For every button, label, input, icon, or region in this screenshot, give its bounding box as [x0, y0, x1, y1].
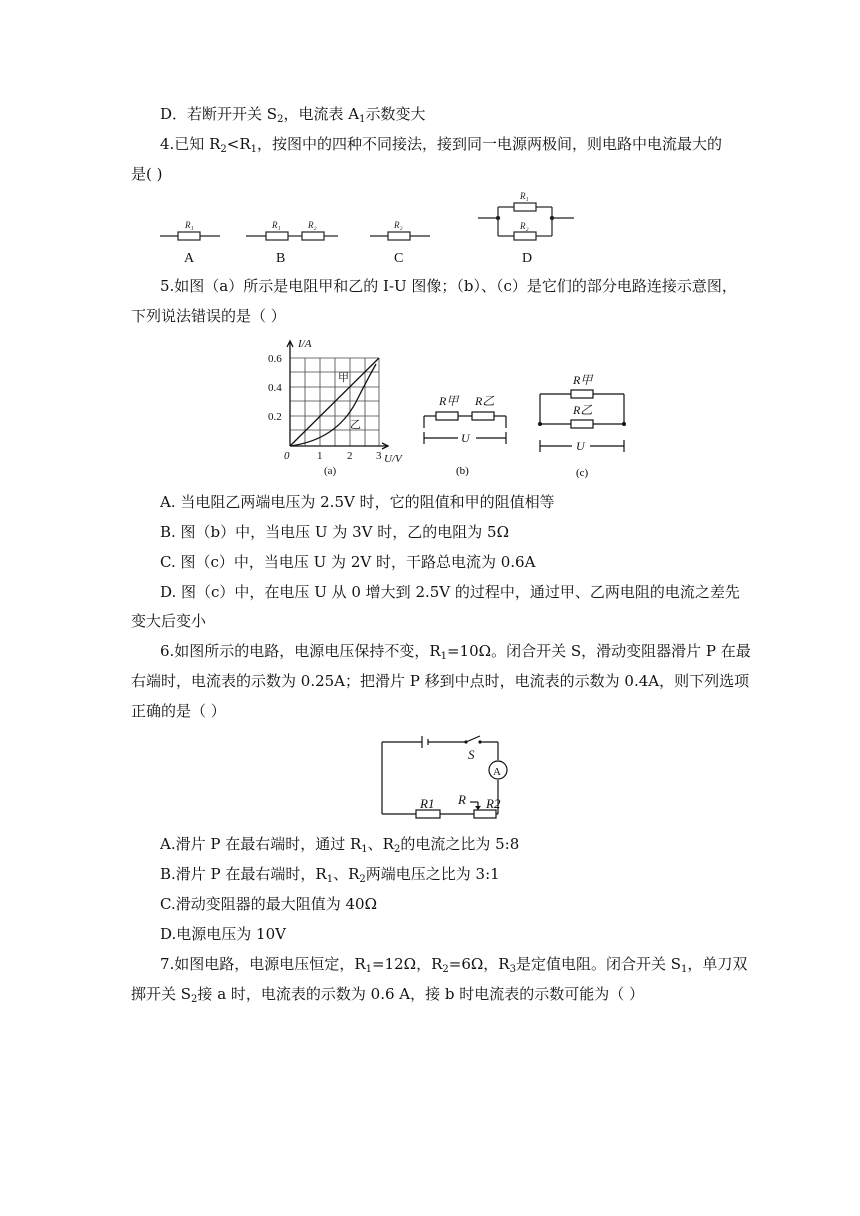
q5-figure [266, 334, 636, 484]
q4-stem-line1: 4.已知 $R_2<R_1$，按图中的四种不同接法，接到同一电源两极间，则电路中电流最大的 [160, 135, 723, 155]
q6-option-b: B.滑片 P 在最右端时，$R_1$、$R_2$两端电压之比为 3:1 [160, 865, 500, 885]
q4-option-b-label: B [276, 251, 286, 265]
q5-graph-ytick-06: 0.6 [268, 353, 282, 365]
q5-b-u-label: U [461, 431, 470, 445]
q6-stem-line3: 正确的是（ ） [131, 702, 226, 720]
q5-b-ryi-label: R乙 [475, 394, 495, 408]
q4-a-r1-label: R₁ [185, 220, 194, 230]
q5-option-a: A. 当电阻乙两端电压为 2.5V 时，它的阻值和甲的阻值相等 [160, 493, 555, 511]
q4-d-r1-label: R₁ [520, 191, 529, 201]
q4-c-r2-label: R₂ [394, 220, 403, 230]
q5-option-d-line1: D. 图（c）中，在电压 U 从 0 增大到 2.5V 的过程中，通过甲、乙两电阻的电流之差先 [160, 583, 740, 601]
q5-graph-xtick-3: 3 [376, 450, 382, 462]
q4-option-a-label: A [184, 251, 195, 265]
q5-caption-b: (b) [456, 465, 469, 477]
q4-option-c-label: C [394, 251, 404, 265]
q5-graph-xtick-2: 2 [347, 450, 353, 462]
q4-b-r2-label: R₂ [308, 220, 317, 230]
q6-option-a: A.滑片 P 在最右端时，通过 $R_1$、$R_2$的电流之比为 5:8 [160, 835, 520, 855]
q3-option-d: D．若断开开关 $S_2$，电流表 $A_1$示数变大 [160, 105, 426, 125]
q6-r1-label: R1 [420, 796, 435, 811]
q6-circuit [370, 730, 520, 826]
q4-stem-line2: 是( ) [131, 165, 163, 183]
q6-r-label: R [458, 792, 466, 807]
q6-switch-label: S [468, 747, 475, 762]
q6-stem-line1: 6.如图所示的电路，电源电压保持不变，$R_1=10\Omega$。闭合开关 S，滑动变阻器滑片 P 在最 [160, 642, 751, 662]
q5-c-ryi-label: R乙 [573, 403, 593, 417]
q5-graph-jia-label: 甲 [338, 372, 349, 384]
q5-caption-c: (c) [576, 467, 589, 479]
q5-graph-xlabel: U/V [384, 453, 402, 465]
q5-option-c: C. 图（c）中，当电压 U 为 2V 时，干路总电流为 0.6A [160, 553, 536, 571]
q5-graph-ytick-04: 0.4 [268, 382, 282, 394]
q5-caption-a: (a) [324, 465, 337, 477]
q5-b-rjia-label: R甲 [439, 394, 459, 408]
q4-option-d-label: D [522, 251, 533, 265]
q4-d-r2-label: R₂ [520, 221, 529, 231]
q5-stem-line1: 5.如图（a）所示是电阻甲和乙的 I-U 图像；（b）、（c）是它们的部分电路连接示意图， [160, 277, 737, 295]
q5-option-d-line2: 变大后变小 [131, 612, 207, 630]
q5-option-b: B. 图（b）中，当电压 U 为 3V 时，乙的电阻为 5Ω [160, 523, 510, 541]
q6-option-d: D.电源电压为 10V [160, 925, 286, 943]
q7-stem-line1: 7.如图电路，电源电压恒定，$R_1=12\Omega$，$R_2=6\Omega$，$R_3$是定值电阻。闭合开关 $S_1$，单刀双 [160, 955, 748, 975]
q5-graph-xtick-0: 0 [284, 450, 290, 462]
q5-graph-yi-label: 乙 [350, 419, 361, 431]
q5-c-rjia-label: R甲 [573, 373, 593, 387]
q6-ammeter-label: A [493, 766, 501, 778]
q5-graph-ylabel: I/A [298, 338, 312, 350]
q4-b-r1-label: R₁ [272, 220, 281, 230]
q4-figure [150, 185, 590, 265]
q5-stem-line2: 下列说法错误的是（ ） [131, 307, 286, 325]
q7-stem-line2: 掷开关 $S_2$接 a 时，电流表的示数为 0.6 A，接 b 时电流表的示数可能为（ ） [131, 985, 645, 1005]
q5-graph-xtick-1: 1 [317, 450, 323, 462]
q6-option-c: C.滑动变阻器的最大阻值为 40Ω [160, 895, 378, 913]
q5-graph-ytick-02: 0.2 [268, 411, 282, 423]
q6-r2-label: R2 [486, 796, 501, 811]
q5-c-u-label: U [576, 439, 585, 453]
q6-stem-line2: 右端时，电流表的示数为 0.25A；把滑片 P 移到中点时，电流表的示数为 0.4A，则下列选项 [131, 672, 750, 690]
